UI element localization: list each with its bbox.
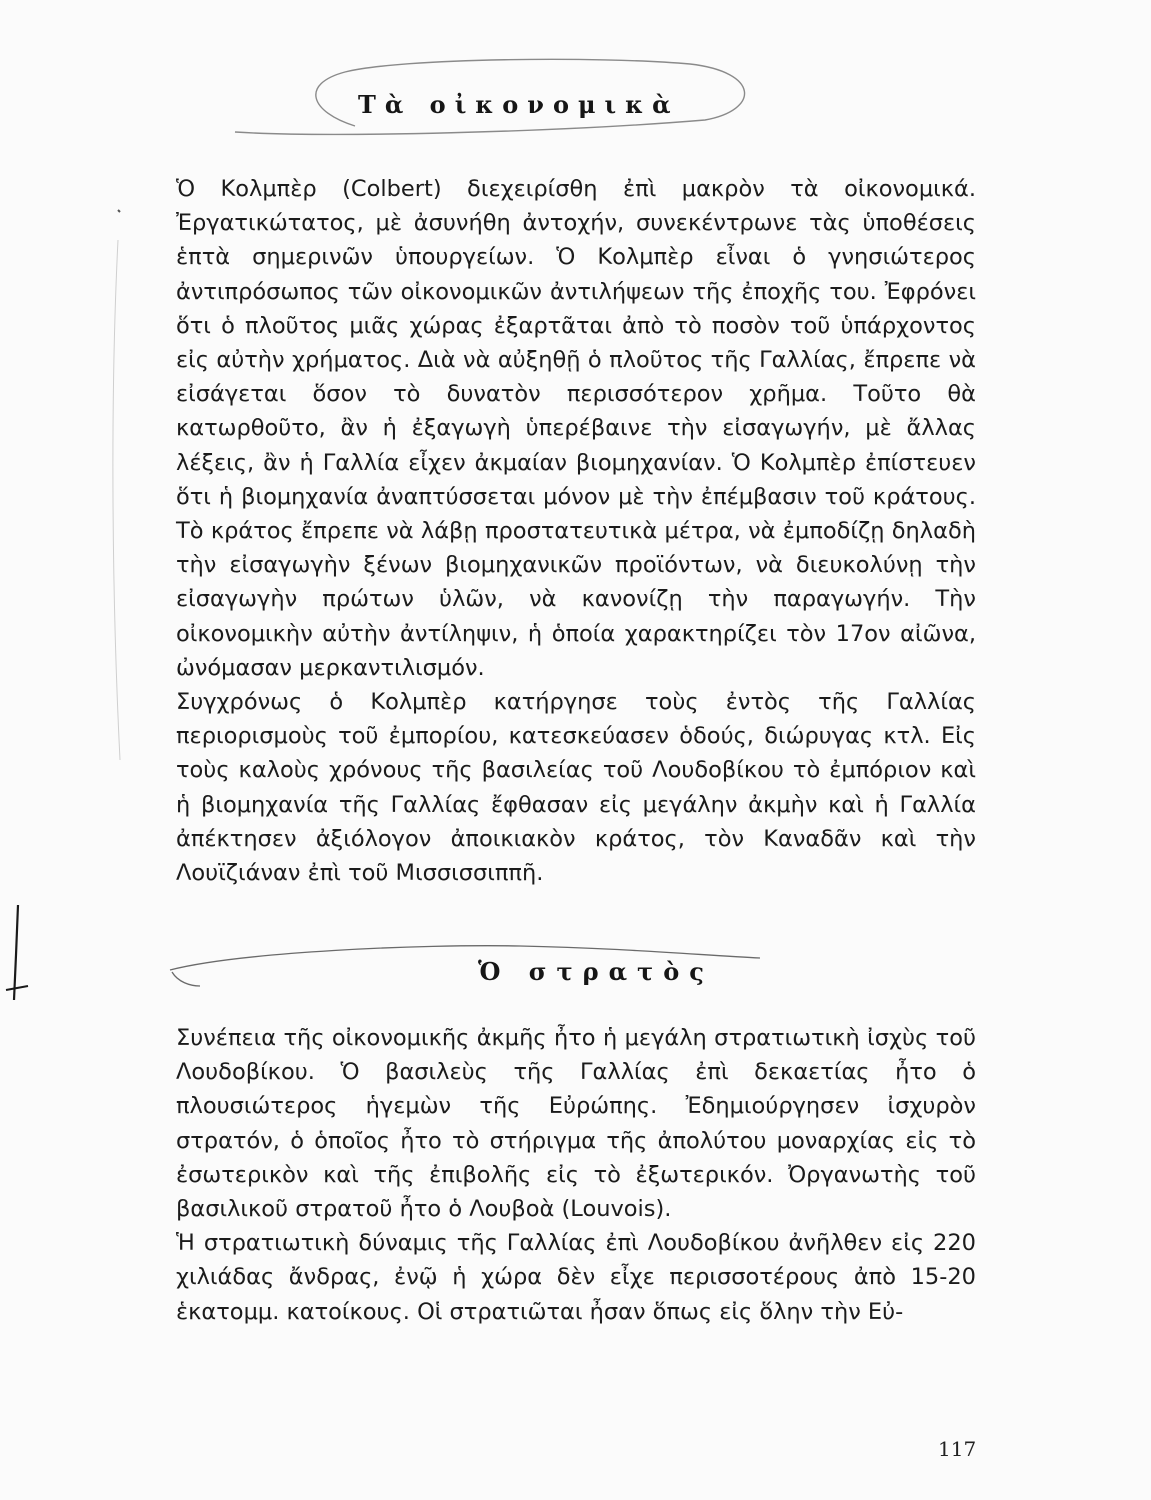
- section-heading-army: Ὁ στρατὸς: [478, 957, 714, 986]
- section-economics-body: [176, 172, 976, 890]
- section-army-body: [176, 1021, 976, 1329]
- paragraph-colbert: Ὁ Κολμπὲρ (Colbert) διεχειρίσθη ἐπὶ μακρὸν τὰ οἰκονομικά. Ἐργατικώτατος, μὲ ἀσυνήθη ἀντοχήν, συνεκέντρωνε τὰς ὑποθέσεις ἑπτὰ σημερινῶν ὑπουργείων. Ὁ Κολμπὲρ εἶναι ὁ γνησιώτερος ἀντιπρόσωπος τῶν οἰκονομικῶν ἀντιλήψεων τῆς ἐποχῆς του. Ἐφρόνει ὅτι ὁ πλοῦτος μιᾶς χώρας ἐξαρτᾶται ἀπὸ τὸ ποσὸν τοῦ ὑπάρχοντος εἰς αὐτὴν χρήματος. Διὰ νὰ αὐξηθῇ ὁ πλοῦτος τῆς Γαλλίας, ἔπρεπε νὰ εἰσάγεται ὅσον τὸ δυνατὸν περισσότερον χρῆμα. Τοῦτο θὰ κατωρθοῦτο, ἂν ἡ ἐξαγωγὴ ὑπερέβαινε τὴν εἰσαγωγήν, μὲ ἄλλας λέξεις, ἂν ἡ Γαλλία εἶχεν ἀκμαίαν βιομηχανίαν. Ὁ Κολμπὲρ ἐπίστευεν ὅτι ἡ βιομηχανία ἀναπτύσσεται μόνον μὲ τὴν ἐπέμβασιν τοῦ κράτους. Τὸ κράτος ἔπρεπε νὰ λάβῃ προστατευτικὰ μέτρα, νὰ ἐμποδίζῃ δηλαδὴ τὴν εἰσαγωγὴν ξένων βιομηχανικῶν προϊόντων, νὰ διευκολύνῃ τὴν εἰσαγωγὴν πρώτων ὑλῶν, νὰ κανονίζῃ τὴν παραγωγήν. Τὴν οἰκονομικὴν αὐτὴν ἀντίληψιν, ἡ ὁποία χαρακτηρίζει τὸν 17ον αἰῶνα, ὠνόμασαν μερκαντιλισμόν.: [176, 176, 976, 681]
- faint-pencil-line: [113, 240, 120, 760]
- section-heading-economics: Τὰ οἰκονομικὰ: [358, 90, 680, 119]
- margin-ink-mark: [14, 905, 18, 1000]
- page-number: 117: [938, 1437, 977, 1461]
- paragraph-trade-reforms: Συγχρόνως ὁ Κολμπὲρ κατήργησε τοὺς ἐντὸς τῆς Γαλλίας περιορισμοὺς τοῦ ἐμπορίου, κατεσκεύασεν ὁδούς, διώρυγας κτλ. Εἰς τοὺς καλοὺς χρόνους τῆς βασιλείας τοῦ Λουδοβίκου τὸ ἐμπόριον καὶ ἡ βιομηχανία τῆς Γαλλίας ἔφθασαν εἰς μεγάλην ἀκμὴν καὶ ἡ Γαλλία ἀπέκτησεν ἀξιόλογον ἀποικιακὸν κράτος, τὸν Καναδᾶν καὶ τὴν Λουϊζιάναν ἐπὶ τοῦ Μισσισσιππῆ.: [176, 689, 976, 887]
- paragraph-army-size: Ἡ στρατιωτικὴ δύναμις τῆς Γαλλίας ἐπὶ Λουδοβίκου ἀνῆλθεν εἰς 220 χιλιάδας ἄνδρας, ἐνῷ ἡ χώρα δὲν εἶχε περισσοτέρους ἀπὸ 15-20 ἑκατομμ. κατοίκους. Οἱ στρατιῶται ἦσαν ὅπως εἰς ὅλην τὴν Εὐ-: [176, 1230, 976, 1325]
- paragraph-military-power: Συνέπεια τῆς οἰκονομικῆς ἀκμῆς ἦτο ἡ μεγάλη στρατιωτικὴ ἰσχὺς τοῦ Λουδοβίκου. Ὁ βασιλεὺς τῆς Γαλλίας ἐπὶ δεκαετίας ἦτο ὁ πλουσιώτερος ἡγεμὼν τῆς Εὐρώπης. Ἐδημιούργησεν ἰσχυρὸν στρατόν, ὁ ὁποῖος ἦτο τὸ στήριγμα τῆς ἀπολύτου μοναρχίας εἰς τὸ ἐσωτερικὸν καὶ τῆς ἐπιβολῆς εἰς τὸ ἐξωτερικόν. Ὀργανωτὴς τοῦ βασιλικοῦ στρατοῦ ἦτο ὁ Λουβοὰ (Louvois).: [176, 1025, 976, 1223]
